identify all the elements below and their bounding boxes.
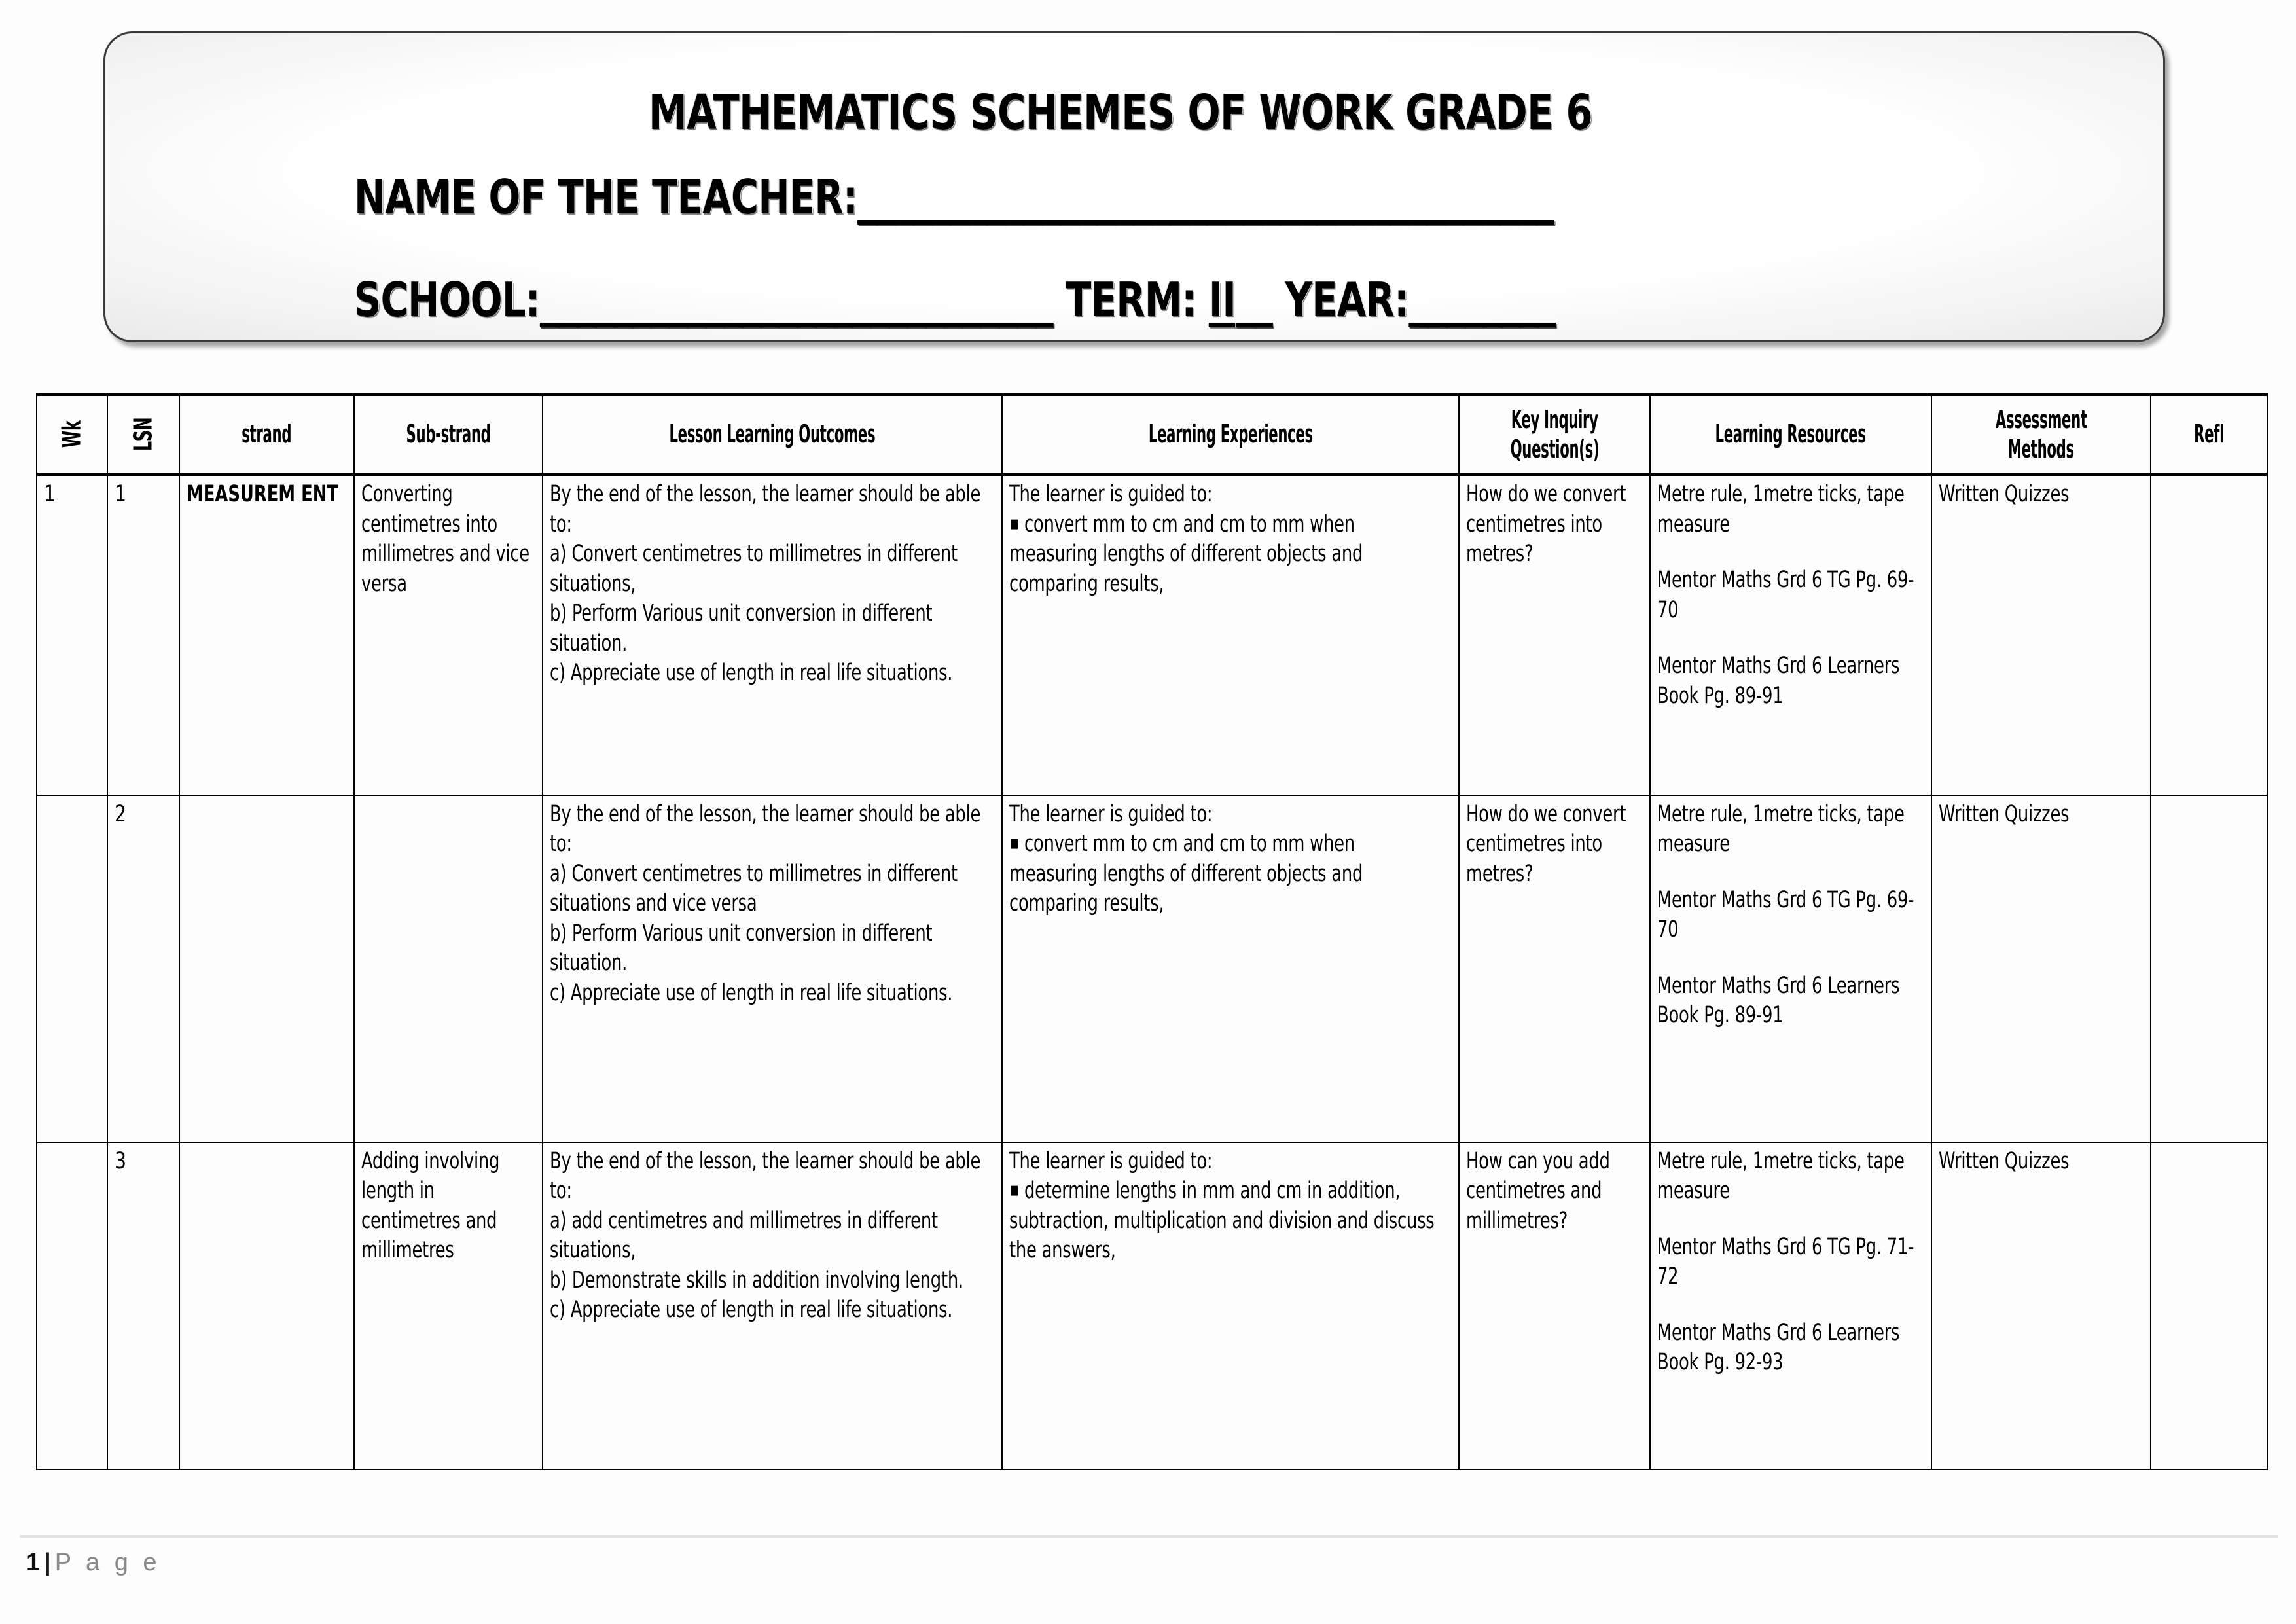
column-header-wk: Wk bbox=[37, 395, 107, 475]
school-term-year-field-line bbox=[354, 272, 1555, 327]
cell-strand bbox=[179, 1142, 354, 1470]
cell-lesson-learning-outcomes: By the end of the lesson, the learner should be able to: a) add centimetres and millimetres in different situations, b) Demonstrate skills in addition involving length. c) Appreciate use of length in real life situations. bbox=[543, 1142, 1002, 1470]
column-header-sub-strand: Sub-strand bbox=[354, 395, 543, 475]
column-header-lsn: LSN bbox=[107, 395, 179, 475]
cell-lesson-number: 1 bbox=[107, 475, 179, 795]
spacer-1 bbox=[1053, 272, 1066, 327]
teacher-name-blank[interactable]: ______________________________________ bbox=[857, 170, 1554, 225]
footer-separator: | bbox=[44, 1549, 51, 1576]
cell-learning-experiences: The learner is guided to: ▪ convert mm to cm and cm to mm when measuring lengths of different objects and comparing results, bbox=[1002, 795, 1459, 1142]
term-value[interactable]: II bbox=[1208, 272, 1236, 327]
cell-key-inquiry-question: How do we convert centimetres into metres? bbox=[1459, 795, 1650, 1142]
footer-page-word: P a g e bbox=[54, 1549, 161, 1576]
term-label: TERM: bbox=[1066, 272, 1196, 327]
teacher-name-field-line bbox=[354, 170, 1554, 225]
school-blank[interactable]: ____________________________ bbox=[540, 272, 1054, 327]
spacer-line bbox=[1657, 1206, 1922, 1233]
column-header-learning-resources: Learning Resources bbox=[1650, 395, 1931, 475]
cell-lesson-number: 2 bbox=[107, 795, 179, 1142]
spacer-line bbox=[1657, 1292, 1922, 1318]
cell-sub-strand: Adding involving length in centimetres and millimetres bbox=[354, 1142, 543, 1470]
cell-week bbox=[37, 1142, 107, 1470]
cell-sub-strand bbox=[354, 795, 543, 1142]
cell-lesson-number: 3 bbox=[107, 1142, 179, 1470]
term-blank[interactable]: __ bbox=[1236, 272, 1273, 327]
table-row bbox=[37, 475, 2267, 795]
cell-key-inquiry-question: How can you add centimetres and millimetres? bbox=[1459, 1142, 1650, 1470]
cell-assessment-methods: Written Quizzes bbox=[1931, 475, 2151, 795]
spacer-line bbox=[1657, 945, 1922, 971]
cell-learning-resources: Metre rule, 1metre ticks, tape measure Mentor Maths Grd 6 TG Pg. 69-70 Mentor Maths Grd 6 Learners Book Pg. 89-91 bbox=[1650, 795, 1931, 1142]
footer-divider bbox=[20, 1535, 2278, 1538]
cell-reflection[interactable] bbox=[2151, 795, 2267, 1142]
cell-assessment-methods: Written Quizzes bbox=[1931, 795, 2151, 1142]
title-panel-content bbox=[105, 33, 2163, 340]
year-label: YEAR: bbox=[1285, 272, 1409, 327]
cell-key-inquiry-question: How do we convert centimetres into metres? bbox=[1459, 475, 1650, 795]
cell-lesson-learning-outcomes: By the end of the lesson, the learner should be able to: a) Convert centimetres to millimetres in different situations and vice versa b) Perform Various unit conversion in different situation. c) Appreciate use of length in real life situations. bbox=[543, 795, 1002, 1142]
column-header-key-inquiry-questions: Key Inquiry Question(s) bbox=[1459, 395, 1650, 475]
year-blank[interactable]: ________ bbox=[1408, 272, 1556, 327]
schemes-of-work-table bbox=[36, 393, 2268, 1470]
school-label: SCHOOL: bbox=[354, 272, 541, 327]
cell-reflection[interactable] bbox=[2151, 1142, 2267, 1470]
column-header-lesson-learning-outcomes: Lesson Learning Outcomes bbox=[543, 395, 1002, 475]
page-title: MATHEMATICS SCHEMES OF WORK GRADE 6 bbox=[649, 84, 1592, 141]
column-header-learning-experiences: Learning Experiences bbox=[1002, 395, 1459, 475]
cell-learning-experiences: The learner is guided to: ▪ convert mm to cm and cm to mm when measuring lengths of different objects and comparing results, bbox=[1002, 475, 1459, 795]
cell-sub-strand: Converting centimetres into millimetres and vice versa bbox=[354, 475, 543, 795]
table-row bbox=[37, 1142, 2267, 1470]
cell-reflection[interactable] bbox=[2151, 475, 2267, 795]
footer-page-number: 1 bbox=[26, 1549, 41, 1576]
spacer-2 bbox=[1196, 272, 1209, 327]
page-footer bbox=[26, 1549, 161, 1577]
title-panel bbox=[103, 31, 2165, 342]
table-row bbox=[37, 795, 2267, 1142]
spacer-line bbox=[1657, 539, 1922, 566]
column-header-refl: Refl bbox=[2151, 395, 2267, 475]
spacer-3 bbox=[1272, 272, 1285, 327]
spacer-line bbox=[1657, 859, 1922, 886]
cell-learning-resources: Metre rule, 1metre ticks, tape measure Mentor Maths Grd 6 TG Pg. 71-72 Mentor Maths Grd 6 Learners Book Pg. 92-93 bbox=[1650, 1142, 1931, 1470]
teacher-name-label: NAME OF THE TEACHER: bbox=[354, 170, 858, 225]
cell-strand: MEASUREM ENT bbox=[179, 475, 354, 795]
cell-assessment-methods: Written Quizzes bbox=[1931, 1142, 2151, 1470]
cell-week bbox=[37, 795, 107, 1142]
column-header-strand: strand bbox=[179, 395, 354, 475]
cell-learning-experiences: The learner is guided to: ▪ determine lengths in mm and cm in addition, subtraction, multiplication and division and discuss the answers, bbox=[1002, 1142, 1459, 1470]
cell-strand bbox=[179, 795, 354, 1142]
column-header-assessment-methods: Assessment Methods bbox=[1931, 395, 2151, 475]
table-header-row bbox=[37, 395, 2267, 475]
spacer-line bbox=[1657, 625, 1922, 651]
cell-lesson-learning-outcomes: By the end of the lesson, the learner should be able to: a) Convert centimetres to millimetres in different situations, b) Perform Various unit conversion in different situation. c) Appreciate use of length in real life situations. bbox=[543, 475, 1002, 795]
cell-learning-resources: Metre rule, 1metre ticks, tape measure Mentor Maths Grd 6 TG Pg. 69-70 Mentor Maths Grd 6 Learners Book Pg. 89-91 bbox=[1650, 475, 1931, 795]
cell-week: 1 bbox=[37, 475, 107, 795]
